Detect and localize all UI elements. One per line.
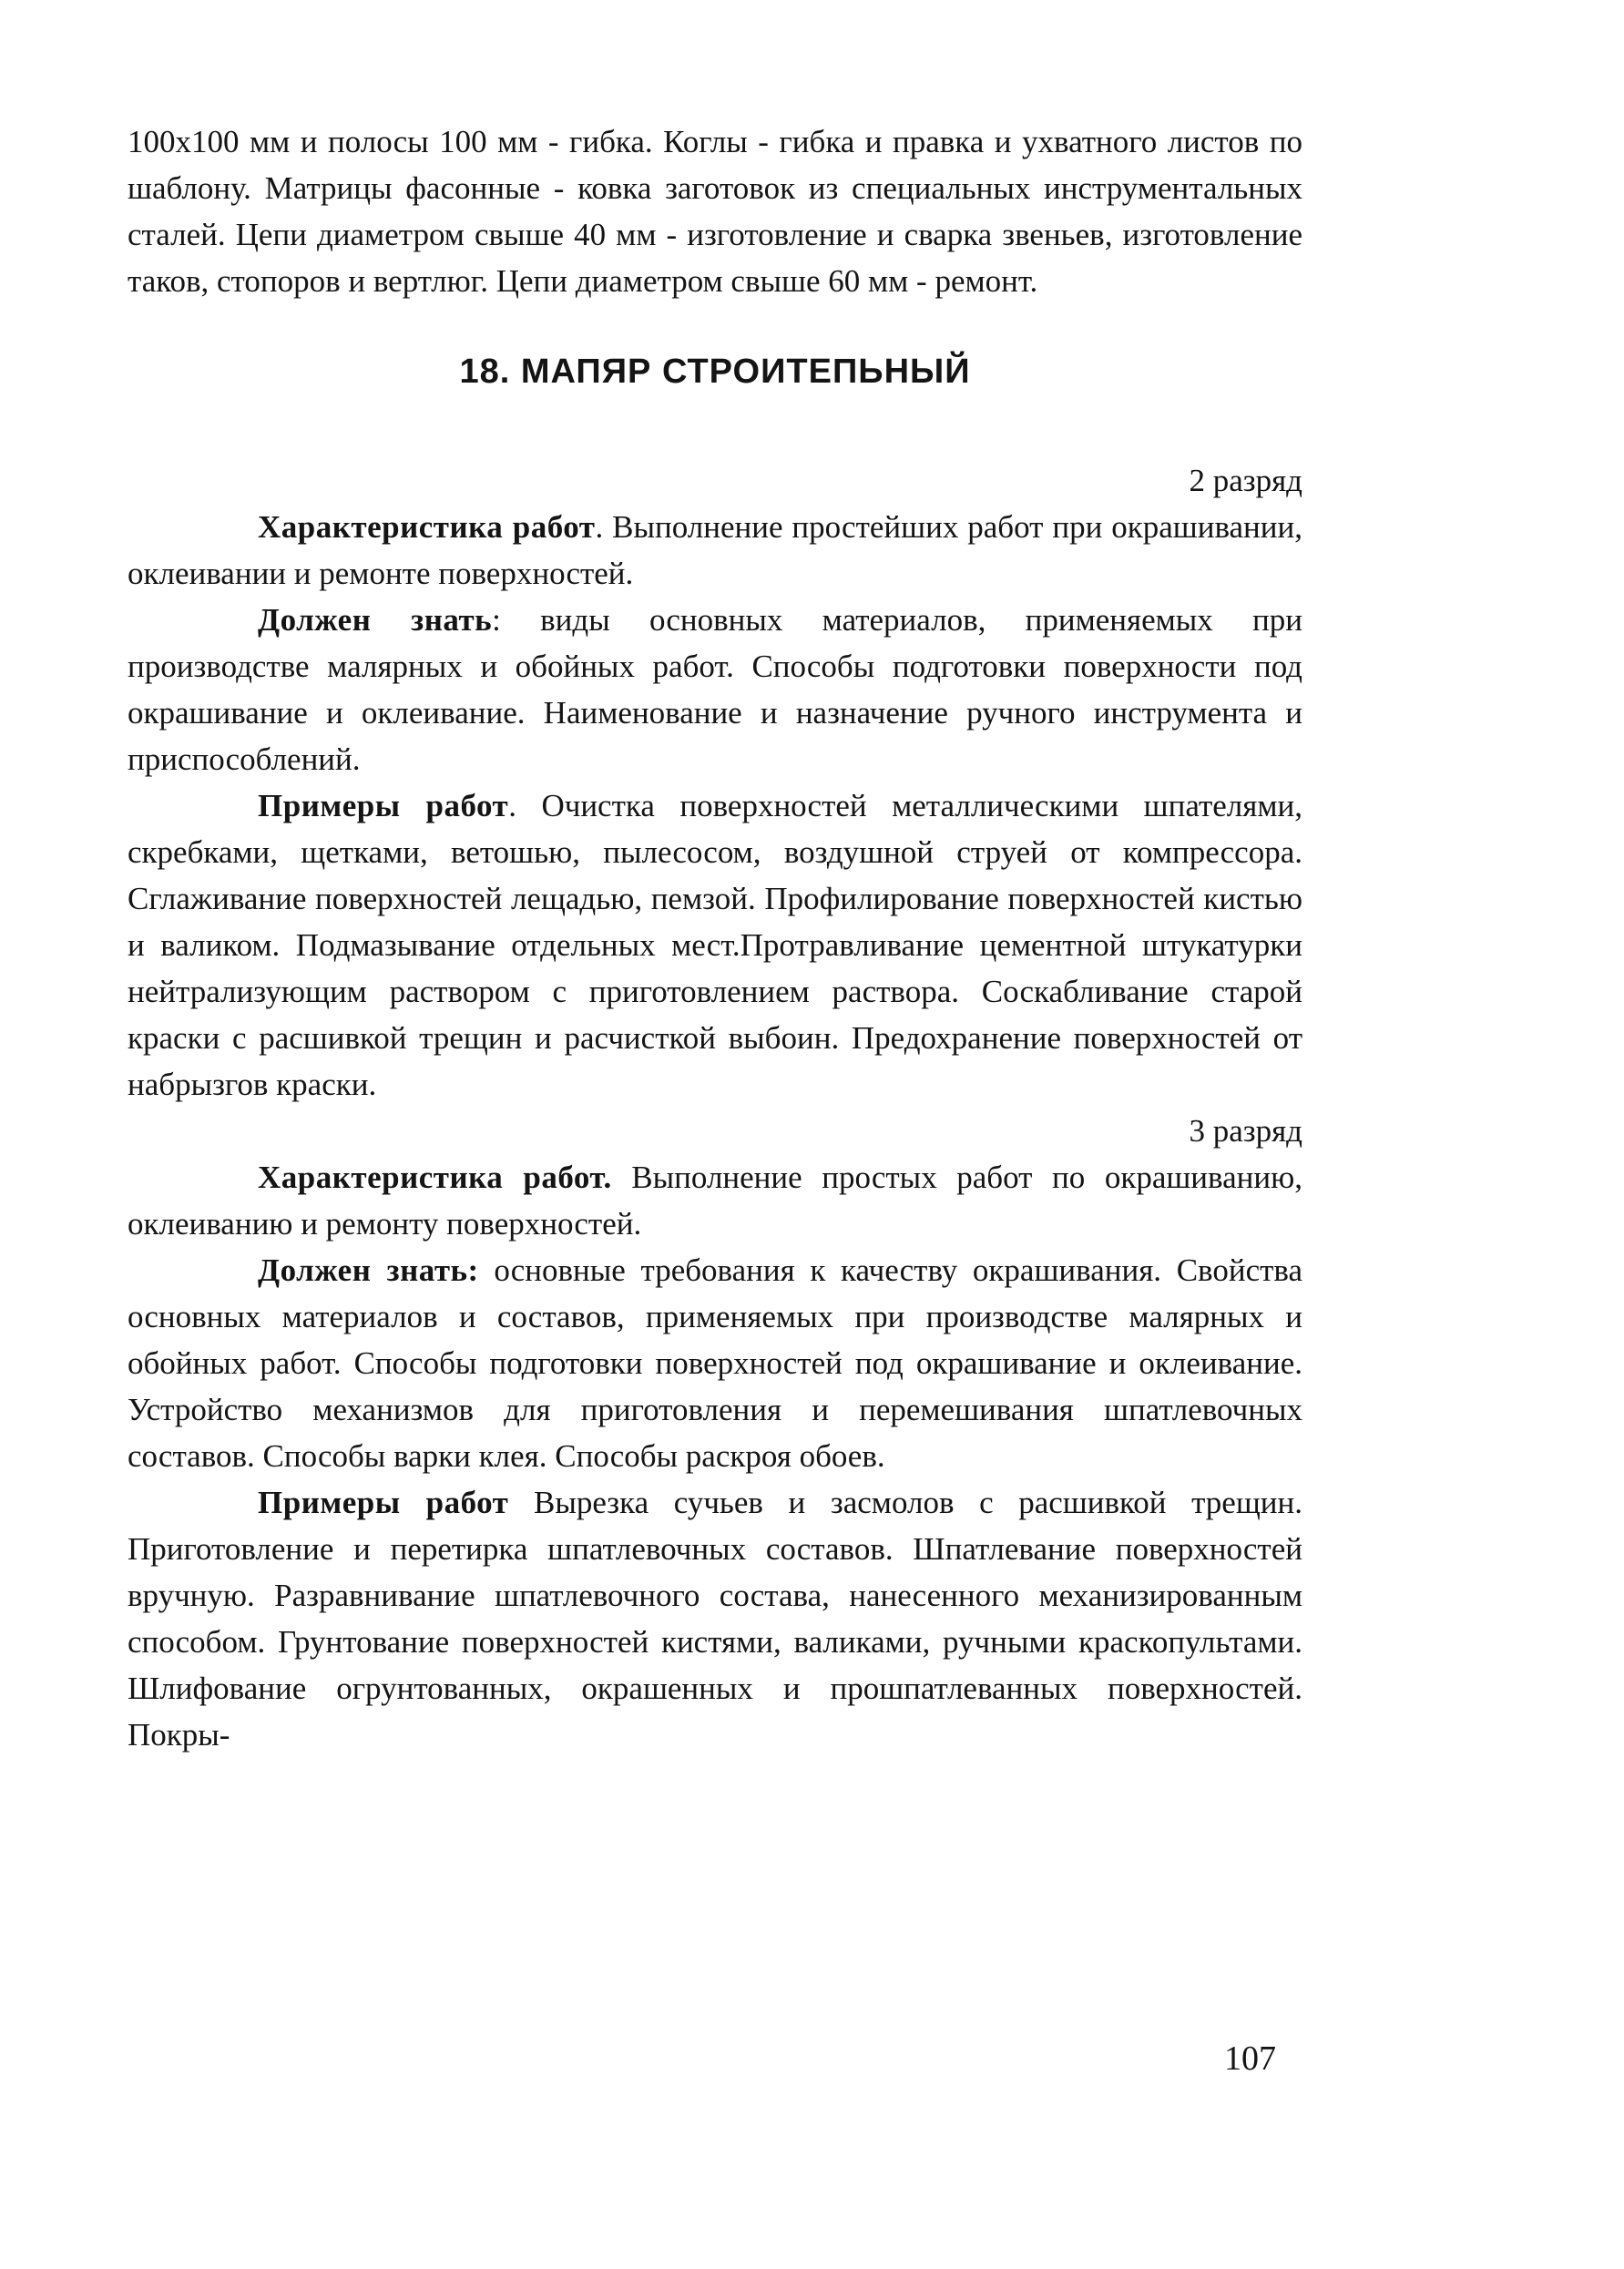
knowledge-paragraph bbox=[128, 597, 1302, 782]
characteristic-term: Характеристика работ bbox=[258, 509, 596, 545]
characteristic-paragraph bbox=[128, 1154, 1302, 1247]
page-number: 107 bbox=[1224, 2039, 1276, 2078]
knowledge-text: : виды основных материалов, применяемых при производстве малярных и обойных работ. Способы подготовки поверхности под окрашивание и оклеивание. Наименование и назначение ручного инструмента и приспособлений. bbox=[128, 602, 1303, 777]
characteristic-text: . Выполнение простейших работ при окрашивании, оклеивании и ремонте поверхностей. bbox=[128, 509, 1302, 591]
grade-2-section bbox=[128, 457, 1302, 1108]
knowledge-text: основные требования к качеству окрашивания. Свойства основных материалов и составов, применяемых при производстве малярных и обойных работ. Способы подготовки поверхностей под окрашивание и оклеивание. Устройство механизмов для приготовления и перемешивания шпатлевочных составов. Способы варки клея. Способы раскроя обоев. bbox=[128, 1252, 1302, 1474]
examples-paragraph bbox=[128, 1479, 1302, 1758]
examples-text: . Очистка поверхностей металлическими шпателями, скребками, щетками, ветошью, пылесосом, воздушной струей от компрессора. Сглаживание поверхностей лещадью, пемзой. Профилирование поверхностей кистью и валиком. Подмазывание отдельных мест.Протравливание цементной штукатурки нейтрализующим раствором с приготовлением раствора. Соскабливание старой краски с расшивкой трещин и расчисткой выбоин. Предохранение поверхностей от набрызгов краски. bbox=[128, 788, 1302, 1102]
knowledge-paragraph bbox=[128, 1247, 1302, 1479]
examples-term: Примеры работ bbox=[258, 788, 509, 823]
characteristic-text: Выполнение простых работ по окрашиванию, оклеиванию и ремонту поверхностей. bbox=[128, 1160, 1303, 1242]
grade-label: 3 разряд bbox=[1189, 1113, 1302, 1149]
characteristic-paragraph bbox=[128, 504, 1302, 597]
examples-term: Примеры работ bbox=[258, 1485, 509, 1520]
knowledge-term: Должен знать: bbox=[258, 1252, 479, 1288]
grade-label: 2 разряд bbox=[1189, 463, 1302, 498]
knowledge-term: Должен знать bbox=[258, 602, 493, 638]
page-body bbox=[128, 118, 1302, 1758]
characteristic-term: Характеристика работ. bbox=[258, 1160, 612, 1195]
grade-3-section bbox=[128, 1108, 1302, 1758]
section-title: 18. МАПЯР СТРОИТЕПЬНЫЙ bbox=[459, 353, 971, 391]
examples-paragraph bbox=[128, 782, 1302, 1108]
examples-text: Вырезка сучьев и засмолов с расшивкой трещин. Приготовление и перетирка шпатлевочных составов. Шпатлевание поверхностей вручную. Разравнивание шпатлевочного состава, нанесенного механизированным способом. Грунтование поверхностей кистями, валиками, ручными краскопультами. Шлифование огрунтованных, окрашенных и прошпатлеванных поверхностей. Покры- bbox=[128, 1485, 1302, 1753]
intro-paragraph: 100х100 мм и полосы 100 мм - гибка. Коглы - гибка и правка и ухватного листов по шаблону. Матрицы фасонные - ковка заготовок из специальных инструментальных сталей. Цепи диаметром свыше 40 мм - изготовление и сварка звеньев, изготовление таков, стопоров и вертлюг. Цепи диаметром свыше 60 мм - ремонт. bbox=[128, 124, 1302, 299]
